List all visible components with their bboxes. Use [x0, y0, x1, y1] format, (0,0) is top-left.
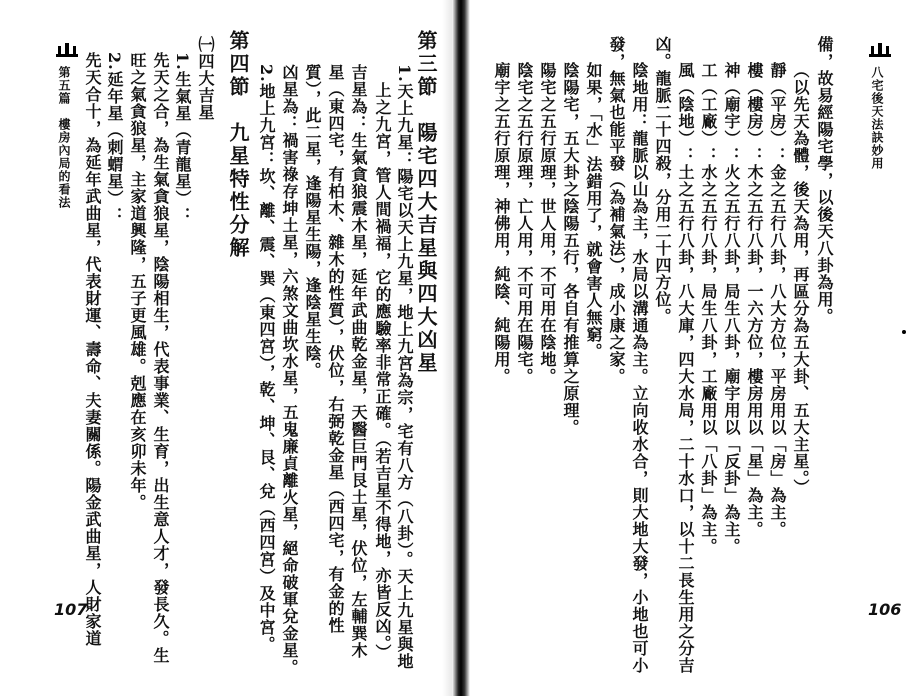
running-head: 八宅後天法訣妙用: [870, 66, 884, 170]
body-line: 1.生氣星（青龍星）：: [173, 52, 192, 224]
running-head: 第五篇 樓房內局的看法: [57, 66, 71, 209]
body-line: 如果，「水」法錯用了，就會害人無窮。: [584, 62, 603, 360]
page-number: 106: [868, 600, 902, 619]
body-line: 凶星為：禍害祿存坤土星，六煞文曲坎水星，五鬼廉貞離火星，絕命破軍兌金星。: [280, 64, 299, 676]
ink-speck: [902, 330, 906, 334]
body-line: 吉星為：生氣貪狼震木星，延年武曲乾金星，天醫巨門艮土星，伏位，左輔巽木: [349, 64, 368, 659]
publisher-logo-icon: [56, 42, 78, 58]
body-line: 神（廟宇）：火之五行八卦，局生八卦，廟宇用以「反卦」為主。: [722, 62, 741, 555]
body-line: 靜（平房）：金之五行八卦，八大方位，平房用以「房」為主。: [768, 62, 787, 538]
body-line: 2.延年星（刺蝟星）：: [105, 52, 124, 224]
left-page: [0, 0, 455, 696]
body-line: 星（東四宅，有柏木、雜木的性質），伏位，右弼乾金星（西四宅，有金的性: [326, 64, 345, 634]
book-gutter: [452, 0, 470, 696]
body-line: 風（陰地）：土之五行八卦，八大庫，四大水局，二十水口，以十二長生用之分吉: [676, 62, 695, 674]
body-line: 上之九宮，管人間禍福，它的應驗率非常正確。（若吉星不得地，亦皆反凶。）: [373, 82, 392, 661]
body-line: 陰陽宅，五大卦之陰陽五行，各自有推算之原理。: [561, 62, 580, 436]
body-line: 1.天上九星：陽宅以天上九星，地上九宮為宗，宅有八方（八卦）。天上九星與地: [395, 64, 414, 670]
body-line: 旺之氣貪狼星，主家道興隆，五子更風雄。剋應在亥卯未年。: [128, 52, 147, 511]
body-line: 凶。龍脈二十四殺，分用二十四方位。: [653, 36, 672, 325]
body-line: 陽宅之五行原理，世人用，不可用在陰地。: [538, 62, 557, 385]
body-line: 陰宅之五行原理，亡人用，不可用在陽宅。: [515, 62, 534, 385]
publisher-logo-icon: [869, 42, 891, 58]
body-line: 廟宇之五行原理，神佛用，純陰、純陽用。: [492, 62, 511, 385]
body-line: 先天之合，為生氣貪狼星，陰陽相生，代表事業、生育，出生意人才，發長久。生: [151, 52, 170, 664]
right-page: [470, 0, 917, 696]
body-line: 2.地上九宮：坎、離、震、巽（東四宮），乾、坤、艮、兌（西四宮）及中宮。: [257, 64, 276, 653]
body-line: 備，故易經陽宅學，以後天八卦為用。: [815, 36, 834, 325]
section-3-title: 第三節 陽宅四大吉星與四大凶星: [414, 30, 438, 375]
body-line: 工（工廠）：水之五行八卦，局生八卦，工廠用以「八卦」為主。: [699, 62, 718, 555]
page-number: 107: [54, 600, 88, 619]
section-4-title: 第四節 九星特性分解: [226, 30, 250, 260]
body-line: 先天合十，為延年武曲星，代表財運、壽命、夫妻關係。陽金武曲星，人財家道: [83, 52, 102, 647]
body-line: 發，無氣也能平發（為補氣法），成小康之家。: [607, 36, 626, 385]
body-line: （以先天為體，後天為用，再區分為五大卦、五大主星。）: [791, 62, 810, 496]
body-line: 樓（樓房）：木之五行八卦，一六方位，樓房用以「星」為主。: [745, 62, 764, 538]
body-line: 陰地用：龍脈以山為主，水局以溝通為主。立向收水合，則大地大發，小地也可小: [630, 62, 649, 674]
subheading: ㈠四大吉星: [196, 36, 215, 121]
body-line: 質），此二星，逢陽星生陽，逢陰星生陰。: [303, 64, 322, 379]
